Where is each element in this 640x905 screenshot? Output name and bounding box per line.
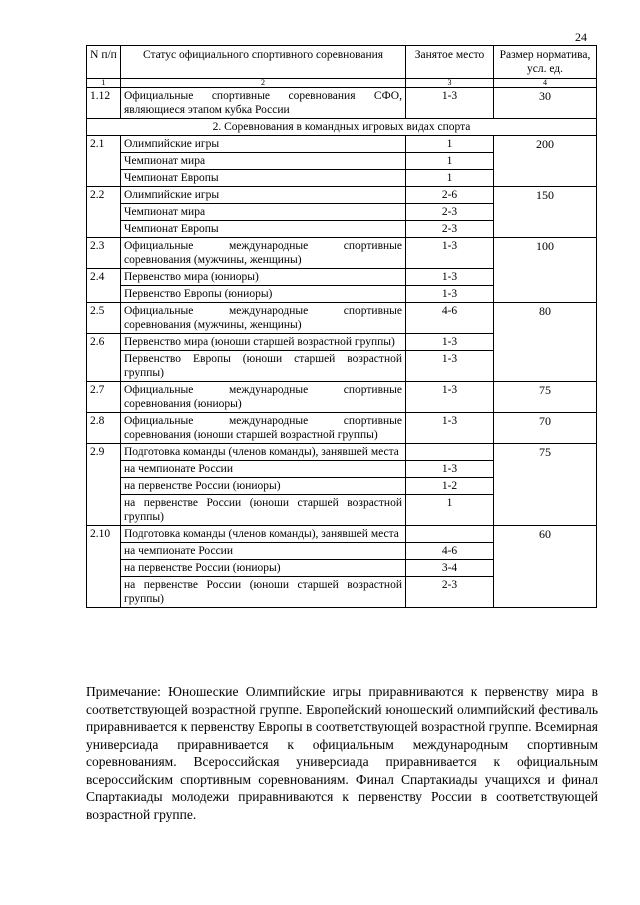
row-status: на первенстве России (юноши старшей возрастной группы) xyxy=(121,495,406,526)
row-place xyxy=(406,526,494,543)
row-place: 1 xyxy=(406,495,494,526)
table-row xyxy=(87,187,597,204)
row-place: 1-3 xyxy=(406,269,494,286)
row-number: 2.3 xyxy=(87,238,121,269)
row-place: 1-3 xyxy=(406,88,494,119)
row-place: 2-3 xyxy=(406,221,494,238)
row-status: Олимпийские игры xyxy=(121,187,406,204)
column-index: 2 xyxy=(121,79,406,88)
row-status: на чемпионате России xyxy=(121,543,406,560)
row-number: 2.2 xyxy=(87,187,121,238)
page-number: 24 xyxy=(575,30,587,44)
row-place: 1-3 xyxy=(406,334,494,351)
row-status: Первенство мира (юниоры) xyxy=(121,269,406,286)
row-place: 1 xyxy=(406,153,494,170)
note-paragraph: Примечание: Юношеские Олимпийские игры приравниваются к первенству мира в соответствующей возрастной группе. Европейский юношеский олимпийский фестиваль приравнивается к первенству Европы в соответствующей возрастной группе. Всемирная универсиада приравнивается к официальным международным спортивным соревнованиям. Всероссийская универсиада приравнивается к официальным всероссийским спортивным соревнованиям. Финал Спартакиады учащихся и финал Спартакиады молодежи приравниваются к первенству России в соответствующей возрастной группе. xyxy=(86,684,598,822)
row-status: Подготовка команды (членов команды), занявшей места xyxy=(121,444,406,461)
row-place: 1 xyxy=(406,170,494,187)
table-row xyxy=(87,444,597,461)
row-place: 1-3 xyxy=(406,382,494,413)
row-status: Официальные международные спортивные соревнования (юниоры) xyxy=(121,382,406,413)
row-status: на первенстве России (юноши старшей возрастной группы) xyxy=(121,577,406,608)
header-num: N п/п xyxy=(87,46,121,79)
row-number: 2.5 xyxy=(87,303,121,334)
row-place: 1-3 xyxy=(406,286,494,303)
column-index: 1 xyxy=(87,79,121,88)
row-status: на первенстве России (юниоры) xyxy=(121,560,406,577)
row-place xyxy=(406,444,494,461)
row-norm: 60 xyxy=(494,526,597,608)
table-row xyxy=(87,382,597,413)
row-number: 2.10 xyxy=(87,526,121,608)
row-status: на первенстве России (юниоры) xyxy=(121,478,406,495)
section-row xyxy=(87,119,597,136)
column-index: 3 xyxy=(406,79,494,88)
row-status: Первенство Европы (юниоры) xyxy=(121,286,406,303)
row-place: 1 xyxy=(406,136,494,153)
header-status: Статус официального спортивного соревнования xyxy=(121,46,406,79)
table-row xyxy=(87,303,597,334)
row-place: 1-2 xyxy=(406,478,494,495)
row-status: Олимпийские игры xyxy=(121,136,406,153)
row-place: 4-6 xyxy=(406,543,494,560)
header-norm: Размер норматива, усл. ед. xyxy=(494,46,597,79)
row-number: 2.6 xyxy=(87,334,121,382)
row-norm: 30 xyxy=(494,88,597,119)
row-status: на чемпионате России xyxy=(121,461,406,478)
row-status: Чемпионат Европы xyxy=(121,170,406,187)
table-row xyxy=(87,526,597,543)
row-status: Чемпионат мира xyxy=(121,204,406,221)
header-place: Занятое место xyxy=(406,46,494,79)
row-status: Первенство мира (юноши старшей возрастной группы) xyxy=(121,334,406,351)
column-index-row xyxy=(87,79,597,88)
row-number: 2.1 xyxy=(87,136,121,187)
row-status: Подготовка команды (членов команды), занявшей места xyxy=(121,526,406,543)
row-number: 1.12 xyxy=(87,88,121,119)
row-norm: 75 xyxy=(494,444,597,526)
row-norm: 70 xyxy=(494,413,597,444)
row-status: Первенство Европы (юноши старшей возрастной группы) xyxy=(121,351,406,382)
row-norm: 200 xyxy=(494,136,597,187)
table-row xyxy=(87,238,597,269)
row-place: 1-3 xyxy=(406,461,494,478)
section-title: 2. Соревнования в командных игровых видах спорта xyxy=(87,119,597,136)
row-norm: 75 xyxy=(494,382,597,413)
row-status: Чемпионат Европы xyxy=(121,221,406,238)
table-row xyxy=(87,136,597,153)
table-header-row xyxy=(87,46,597,79)
table-row xyxy=(87,413,597,444)
table-row xyxy=(87,88,597,119)
row-place: 2-3 xyxy=(406,577,494,608)
row-number: 2.9 xyxy=(87,444,121,526)
row-number: 2.7 xyxy=(87,382,121,413)
row-number: 2.4 xyxy=(87,269,121,303)
row-place: 1-3 xyxy=(406,351,494,382)
column-index: 4 xyxy=(494,79,597,88)
row-place: 2-6 xyxy=(406,187,494,204)
row-place: 3-4 xyxy=(406,560,494,577)
row-status: Официальные международные спортивные соревнования (юноши старшей возрастной группы) xyxy=(121,413,406,444)
row-place: 2-3 xyxy=(406,204,494,221)
row-status: Официальные международные спортивные соревнования (мужчины, женщины) xyxy=(121,303,406,334)
row-place: 4-6 xyxy=(406,303,494,334)
row-place: 1-3 xyxy=(406,238,494,269)
row-status: Официальные международные спортивные соревнования (мужчины, женщины) xyxy=(121,238,406,269)
row-status: Официальные спортивные соревнования СФО, являющиеся этапом кубка России xyxy=(121,88,406,119)
row-norm: 150 xyxy=(494,187,597,238)
row-number: 2.8 xyxy=(87,413,121,444)
row-status: Чемпионат мира xyxy=(121,153,406,170)
row-norm: 100 xyxy=(494,238,597,303)
row-place: 1-3 xyxy=(406,413,494,444)
norms-table xyxy=(86,45,597,608)
row-norm: 80 xyxy=(494,303,597,382)
